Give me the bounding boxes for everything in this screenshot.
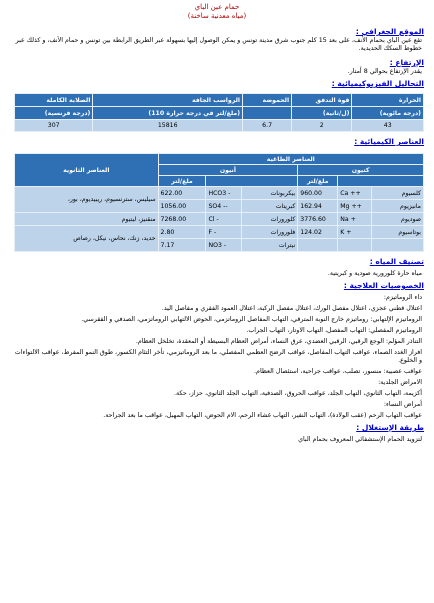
cation-name: كلسيوم [372,187,424,200]
trace-elements-1: سيليس، سترنسيوم، ريبيديوم، بور، [15,187,159,213]
cation-symbol: Na + [338,213,372,226]
section-heading-usage: طريقة الإستغلال : [10,423,424,433]
page-title: حمام عين الباي [194,3,240,11]
physico-header-temperature: الحرارة [352,94,424,107]
anion-name: نيترات [242,239,298,252]
anion-value: 7.17 [158,239,206,252]
list-item: عواقب التهاب الرحم (عقب الولادة)، التهاب النفير، التهاب غشاء الرحم، الام الحوض، التهاب المهبل، عواقب ما بعد الجراحة. [103,412,422,419]
chem-header-row-1 [15,154,424,165]
cation-name: مانيزيوم [372,200,424,213]
anion-symbol: SO4 -- [206,200,242,213]
physico-sub-residue: (ملغ/لتر في درجة حرارة 110) [93,107,243,120]
anion-symbol: Cl - [206,213,242,226]
table-row [15,187,424,200]
cation-value: 3776.60 [298,213,338,226]
anion-symbol: NO3 - [206,239,242,252]
chem-anions-header: أنيون [158,165,298,176]
list-item: أكزيمة، التهاب الثانوي، التهاب الجلد، عواقب الحروق، الصدفية، التهاب الجلد الثانوي، حزاز، حكة. [174,390,422,397]
cation-symbol: Ca ++ [338,187,372,200]
table-row [15,213,424,226]
physico-value-flow: 2 [292,120,352,132]
list-item: الروماتيزم المفصلي: التهاب المفصل، التهاب الاوتار، التهاب الجراب. [246,327,422,334]
list-item: افراز الغدد الصماء، عواقب التهاب المفاصل، عواقب الرضح العظمي المفصلي، ما بعد الروماتيزمي، تأخر التئام الكسور، طوق النمو المفرط، عواقب الالتواءات و الخلوع. [14,349,422,364]
anion-value: 2.80 [158,226,206,239]
anion-name: فلورورات [242,226,298,239]
chem-cation-unit: ملغ/لتر [298,176,338,187]
list-item: الروماتيزم الإلتهابي: روماتيزم خارج النوبة المترقي، التهاب المفاصل الروماتزمي، الحوض الالتهابي الروماتزمي، الصدفي و الفقرسي. [81,316,422,323]
physico-value-ph: 6.7 [243,120,292,132]
section-heading-location: الموقع الجغرافي : [10,27,424,37]
physico-header-ph: الحموضة [243,94,292,107]
cation-name: بوتاسيوم [372,226,424,239]
physico-header-hardness: الصلابة الكاملة [15,94,93,107]
list-item: التناذر المؤلم: الوجع الرقبي، الرقبي العضدي، عرق النساء، أمراض العظام البسيطة أو المعقدة، تخلخل العظام. [135,338,422,345]
cation-name: صوديوم [372,213,424,226]
page-subtitle: (مياه معدنية ساخنة) [187,12,247,20]
trace-elements-3: حديد، زنك، نحاس، نيكل، رصاص [15,226,159,252]
anion-name: بيكربونات [242,187,298,200]
usage-text: لتزويد الحمام الإستشفائي المعروف بحمام الباي [298,436,422,443]
chem-anion-unit: ملغ/لتر [158,176,206,187]
list-item: اعتلال قطني عجزي، اعتلال مفصل الورك، اعتلال مفصل الركبة، اعتلال العمود الفقري و مفاصل اليد. [161,305,422,312]
cation-value: 162.94 [298,200,338,213]
section-heading-therapeutic: الخصوصيات العلاجية : [10,281,424,291]
table-row [15,226,424,239]
list-item: داء الروماتيزم: [383,294,422,301]
anion-value: 7268.00 [158,213,206,226]
section-heading-altitude: الإرتفاع : [10,58,424,68]
physico-sub-ph [243,107,292,120]
chem-cations-header: كتيون [298,165,424,176]
anion-value: 622.00 [158,187,206,200]
physico-header-row [15,94,424,107]
physico-value-hardness: 307 [15,120,93,132]
cation-symbol [338,239,372,252]
section-heading-classification: تصنيف المياه : [10,257,424,267]
cation-value [298,239,338,252]
location-text: تقع عين الباي بحمام الأنف، على بعد 15 كلم جنوب شرق مدينة تونس و يمكن الوصول إليها بسهولة عبر الطريق الرابطة بين تونس و حمام الأنف، و كذلك عبر خطوط السكك الحديدية. [15,37,422,52]
physico-sub-temperature: (درجة مائوية) [352,107,424,120]
physico-value-residue: 15816 [93,120,243,132]
physico-table [14,93,424,132]
cation-symbol: Mg ++ [338,200,372,213]
physico-sub-flow: (ل/ثانية) [292,107,352,120]
anion-symbol: F - [206,226,242,239]
anion-value: 1056.00 [158,200,206,213]
list-item: أمراض النساء: [383,401,422,408]
chemistry-table [14,153,424,252]
physico-header-flow: قوة التدفق [292,94,352,107]
cation-value: 960.00 [298,187,338,200]
classification-text: مياه حارة كلورورية صودية و كبريتية. [327,270,422,277]
list-item: عواقب عصبية: منسور، تصلب، عواقب جراحية، استئصال العظام. [254,368,422,375]
cation-symbol: K + [338,226,372,239]
physico-value-temperature: 43 [352,120,424,132]
physico-value-row [15,120,424,132]
physico-header-residue: الرواسب الجافة [93,94,243,107]
anion-symbol: HCO3 - [206,187,242,200]
cation-name [372,239,424,252]
chem-majority-header: العناصر الطاغية [158,154,423,165]
section-heading-chemistry: العناصر الكيميائية : [10,137,424,147]
chem-trace-header: العناصر الثانوية [15,154,159,187]
physico-sub-hardness: (درجة فرنسية) [15,107,93,120]
altitude-text: يقدر الإرتفاع بحوالي 8 أمتار. [347,68,422,75]
anion-name: كبريتات [242,200,298,213]
trace-elements-2: منقنيز، ليتيوم [15,213,159,226]
anion-name: كلورورات [242,213,298,226]
section-heading-physico: التحاليل الفيزيوكيميائية : [10,79,424,89]
physico-subheader-row [15,107,424,120]
cation-value: 124.02 [298,226,338,239]
list-item: الامراض الجلدية: [378,379,422,386]
document-page [0,3,434,603]
